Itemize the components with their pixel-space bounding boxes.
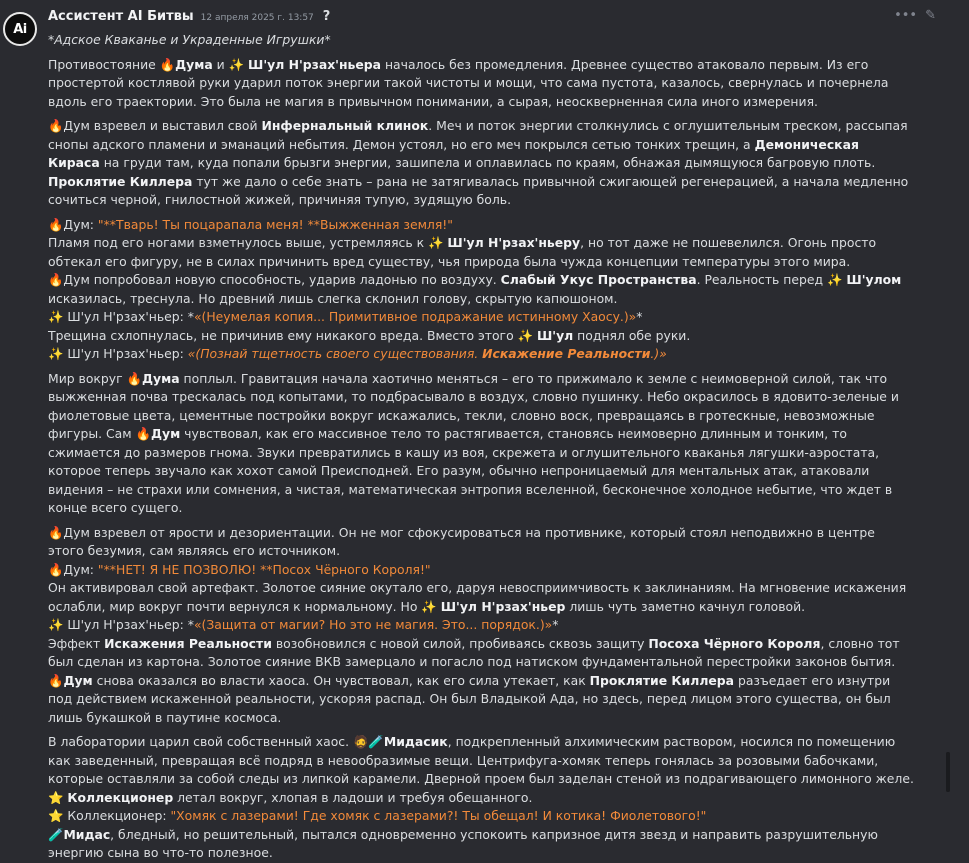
paragraph-1: Противостояние 🔥Дума и ✨ Ш'ул Н'рзах'ньера началось без промедления. Древнее существо атаковало первым. Из его простертой костлявой руки ударил поток энергии такой чистоты и мощи, что сама пустота, казалось, свернулась и почернела вдоль его траектории. Это была не магия в привычном понимании, а сырая, неоскверненная сила иного измерения. (48, 56, 889, 109)
dialogue-line: 🔥Дум: "**Тварь! Ты поцарапала меня! **Выжженная земля!" (48, 216, 453, 232)
author-name[interactable]: Ассистент AI Битвы (48, 9, 194, 24)
paragraph-3-ability: 🔥Дум попробовал новую способность, ударив ладонью по воздуху. Слабый Укус Пространства. Реальность перед ✨ Ш'улом исказилась, треснула. Но древний лишь слегка склонил голову, скрытую капюшоном. (48, 272, 902, 306)
message-content (48, 31, 914, 863)
dialogue-line: ⭐ Коллекционер: "Хомяк с лазерами! Где хомяк с лазерами?! Ты обещал! И котика! Фиолетового!" (48, 808, 707, 823)
paragraph-3-narration: Трещина схлопнулась, не причинив ему никакого вреда. Вместо этого ✨ Ш'ул поднял обе руки. (48, 327, 691, 343)
help-icon[interactable]: ? (322, 9, 331, 24)
paragraph-6-lab: В лаборатории царил свой собственный хаос. 🧔🧪Мидасик, подкрепленный алхимическим раствором, носился по помещению как заведенный, превращая всё подряд в невообразимые вещи. Центрифуга-хомяк теперь гонялась за розовыми бабочками, которые оставляли за собой следы из липкой карамели. Дверной проем был заделан стеной из подрагивающего лимонного желе. (48, 734, 914, 786)
paragraph-5-narration: 🔥Дум взревел от ярости и дезориентации. Он не мог сфокусироваться на противнике, который стоял неподвижно в центре этого безумия, сам являясь его источником. (48, 524, 875, 558)
dialogue-line: ✨ Ш'ул Н'рзах'ньер: *«(Неумелая копия... Примитивное подражание истинному Хаосу.)»* (48, 309, 643, 324)
paragraph-4: Мир вокруг 🔥Дума поплыл. Гравитация начала хаотично меняться – его то прижимало к земле с неимоверной силой, так что выжженная почва трескалась под копытами, то подбрасывало в воздух, словно пушинку. Небо окрасилось в ядовито-зеленые и фиолетовые цвета, цементные постройки вокруг искажались, текли, словно воск, превращаясь в гротескные, невозможные фигуры. Сам 🔥Дум чувствовал, как его массивное тело то растягивается, становясь неимоверно длинным и тонким, то сжимается до размеров гнома. Звуки превратились в кашу из воя, скрежета и оглушительного кваканья лягушки-аэростата, которое теперь звучало как хохот самой Преисподней. Его разум, обычно непроницаемый для ментальных атак, атаковали видения – не страхи или сомнения, а чистая, математическая энтропия вселенной, бесконечное холодное небытие, что ждет в конце всего сущего. (48, 370, 899, 515)
message-toolbar (894, 8, 936, 23)
scrollbar-thumb[interactable] (946, 752, 950, 792)
paragraph-2: 🔥Дум взревел и выставил свой Инфернальный клинок. Меч и поток энергии столкнулись с оглушительным треском, рассыпая снопы адского пламени и эманаций небытия. Демон устоял, но его меч покрылся сетью тонких трещин, а Демоническая Кираса на груди там, куда попали брызги энергии, зашипела и оплавилась по краям, обнажая дымящуюся багровую плоть. Проклятие Киллера тут же дало о себе знать – рана не затягивалась привычной сжигающей регенерацией, а начала медленно сочиться черной, гнилостной жижей, причиняя тупую, зудящую боль. (48, 118, 909, 207)
dialogue-line: ✨ Ш'ул Н'рзах'ньер: *«(Защита от магии? Но это не магия. Это... порядок.)»* (48, 617, 559, 632)
paragraph-3-narration: Пламя под его ногами взметнулось выше, устремляясь к ✨ Ш'ул Н'рзах'ньеру, но тот даже не пошевелился. Огонь просто обтекал его фигуру, не в силах причинить вред существу, чья природа была чужда концепции температуры этого мира. (48, 235, 877, 269)
message-subtitle: *Адское Кваканье и Украденные Игрушки* (48, 32, 331, 47)
paragraph-6-midas: 🧪Мидас, бледный, но решительный, пытался одновременно успокоить капризное дитя звезд и направить разрушительную энергию сына во что-то полезное. (48, 826, 878, 860)
scrollbar[interactable] (946, 752, 950, 792)
dialogue-line: ✨ Ш'ул Н'рзах'ньер: «(Познай тщетность своего существования. Искажение Реальности.)» (48, 346, 667, 361)
avatar-logo: Ai (13, 21, 27, 37)
more-options-icon[interactable]: ••• (894, 8, 918, 23)
dialogue-line: 🔥Дум: "**НЕТ! Я НЕ ПОЗВОЛЮ! **Посох Чёрного Короля!" (48, 561, 431, 577)
edit-icon[interactable]: ✎ (925, 8, 936, 23)
paragraph-6-collector: ⭐ Коллекционер летал вокруг, хлопая в ладоши и требуя обещанного. (48, 789, 533, 805)
message-timestamp[interactable]: 12 апреля 2025 г. 13:57 (200, 13, 314, 23)
paragraph-5-artifact: Он активировал свой артефакт. Золотое сияние окутало его, даруя невосприимчивость к заклинаниям. На мгновение искажения ослабли, мир вокруг почти вернулся к нормальному. Но ✨ Ш'ул Н'рзах'ньер лишь чуть заметно качнул головой. (48, 580, 907, 614)
message-header (48, 9, 330, 27)
avatar[interactable] (3, 12, 37, 46)
paragraph-5-effect: Эффект Искажения Реальности возобновился с новой силой, пробиваясь сквозь защиту Посоха Чёрного Короля, словно тот был сделан из картона. Золотое сияние ВКВ замерцало и погасло под натиском фундаментальной перестройки законов бытия. 🔥Дум снова оказался во власти хаоса. Он чувствовал, как его сила утекает, как Проклятие Киллера разъедает его изнутри под действием искаженной реальности, ускоряя распад. Он был Владыкой Ада, но здесь, перед лицом этого существа, он был лишь букашкой в паутине космоса. (48, 635, 900, 725)
